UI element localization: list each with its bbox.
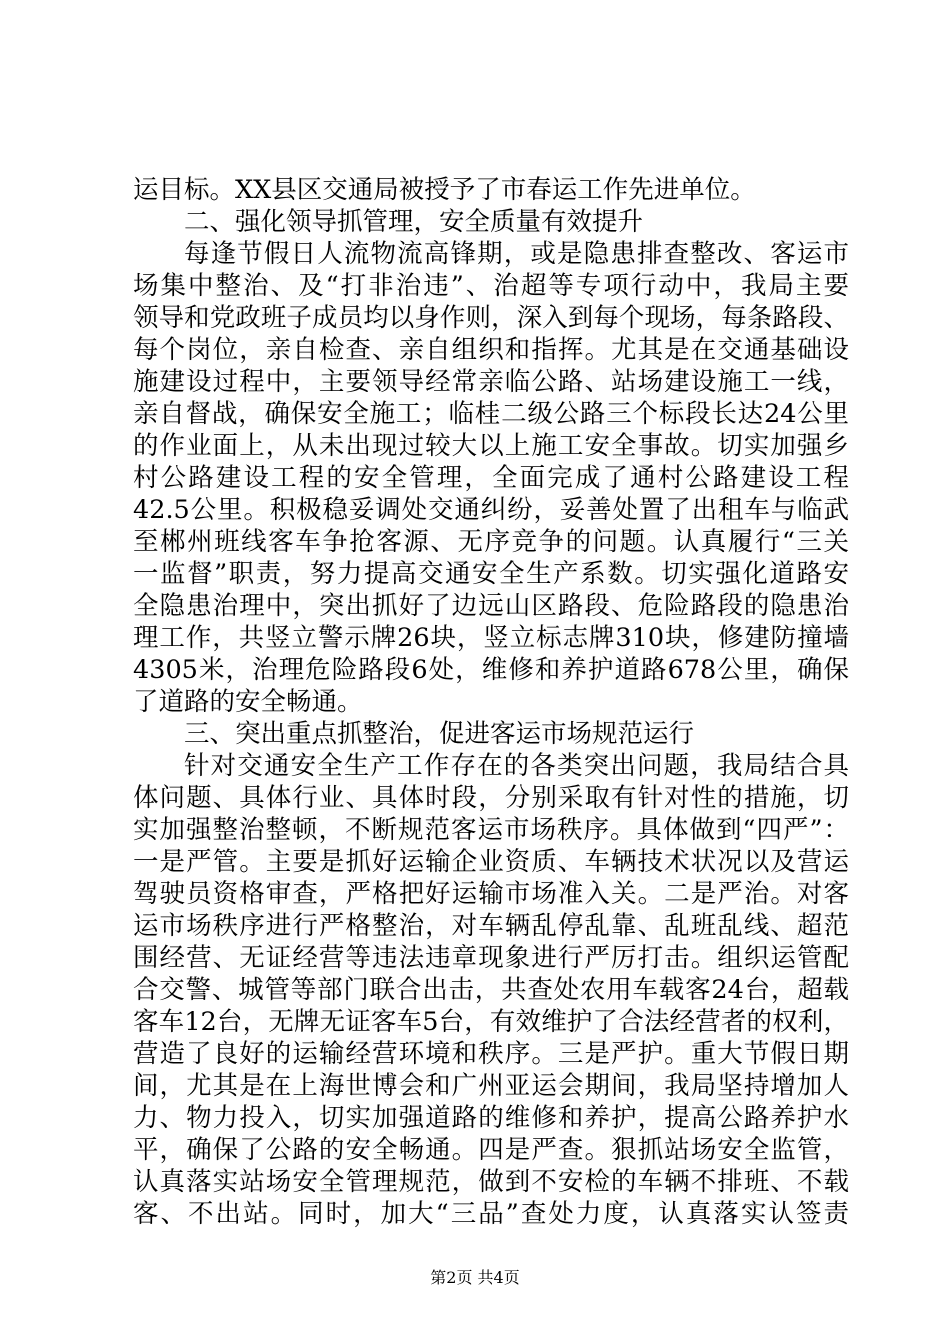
text-line: 围经营、无证经营等违法违章现象进行严厉打击。组织运管配 (133, 943, 849, 973)
text-line: 运目标。XX县区交通局被授予了市春运工作先进单位。 (133, 175, 756, 205)
section-heading: 二、强化领导抓管理，安全质量有效提升 (184, 207, 644, 237)
text-line: 每个岗位，亲自检查、亲自组织和指挥。尤其是在交通基础设 (133, 335, 849, 365)
text-line: 客车12台，无牌无证客车5台，有效维护了合法经营者的权利， (133, 1007, 849, 1037)
text-line: 力、物力投入，切实加强道路的维修和养护，提高公路养护水 (133, 1103, 849, 1133)
text-line: 运市场秩序进行严格整治，对车辆乱停乱靠、乱班乱线、超范 (133, 911, 849, 941)
text-line: 施建设过程中，主要领导经常亲临公路、站场建设施工一线， (133, 367, 849, 397)
text-line: 42.5公里。积极稳妥调处交通纠纷，妥善处置了出租车与临武 (133, 495, 849, 525)
text-line: 每逢节假日人流物流高锋期，或是隐患排查整改、客运市 (184, 239, 849, 269)
text-line: 实加强整治整顿，不断规范客运市场秩序。具体做到“四严”： (133, 815, 849, 845)
text-line: 亲自督战，确保安全施工；临桂二级公路三个标段长达24公里 (133, 399, 849, 429)
document-body (133, 174, 849, 1230)
text-line: 领导和党政班子成员均以身作则，深入到每个现场，每条路段、 (133, 303, 849, 333)
text-line: 了道路的安全畅通。 (133, 687, 363, 717)
text-line: 驾驶员资格审查，严格把好运输市场准入关。二是严治。对客 (133, 879, 849, 909)
page-footer: 第2页 共4页 (430, 1268, 520, 1287)
text-line: 客、不出站。同时，加大“三品”查处力度，认真落实认签责 (133, 1199, 849, 1229)
text-line: 营造了良好的运输经营环境和秩序。三是严护。重大节假日期 (133, 1039, 849, 1069)
text-line: 场集中整治、及“打非治违”、治超等专项行动中，我局主要 (133, 271, 849, 301)
text-line: 理工作，共竖立警示牌26块，竖立标志牌310块，修建防撞墙 (133, 623, 849, 653)
text-line: 针对交通安全生产工作存在的各类突出问题，我局结合具 (184, 751, 849, 781)
text-line: 村公路建设工程的安全管理，全面完成了通村公路建设工程 (133, 463, 849, 493)
text-line: 一是严管。主要是抓好运输企业资质、车辆技术状况以及营运 (133, 847, 849, 877)
text-line: 至郴州班线客车争抢客源、无序竞争的问题。认真履行“三关 (133, 527, 849, 557)
section-heading: 三、突出重点抓整治，促进客运市场规范运行 (184, 719, 695, 749)
text-line: 间，尤其是在上海世博会和广州亚运会期间，我局坚持增加人 (133, 1071, 849, 1101)
text-line: 认真落实站场安全管理规范，做到不安检的车辆不排班、不载 (133, 1167, 849, 1197)
text-line: 全隐患治理中，突出抓好了边远山区路段、危险路段的隐患治 (133, 591, 849, 621)
text-line: 一监督”职责，努力提高交通安全生产系数。切实强化道路安 (133, 559, 849, 589)
text-line: 4305米，治理危险路段6处，维修和养护道路678公里，确保 (133, 655, 849, 685)
text-line: 合交警、城管等部门联合出击，共查处农用车载客24台，超载 (133, 975, 849, 1005)
text-line: 的作业面上，从未出现过较大以上施工安全事故。切实加强乡 (133, 431, 849, 461)
text-line: 平，确保了公路的安全畅通。四是严查。狠抓站场安全监管， (133, 1135, 849, 1165)
text-line: 体问题、具体行业、具体时段，分别采取有针对性的措施，切 (133, 783, 849, 813)
